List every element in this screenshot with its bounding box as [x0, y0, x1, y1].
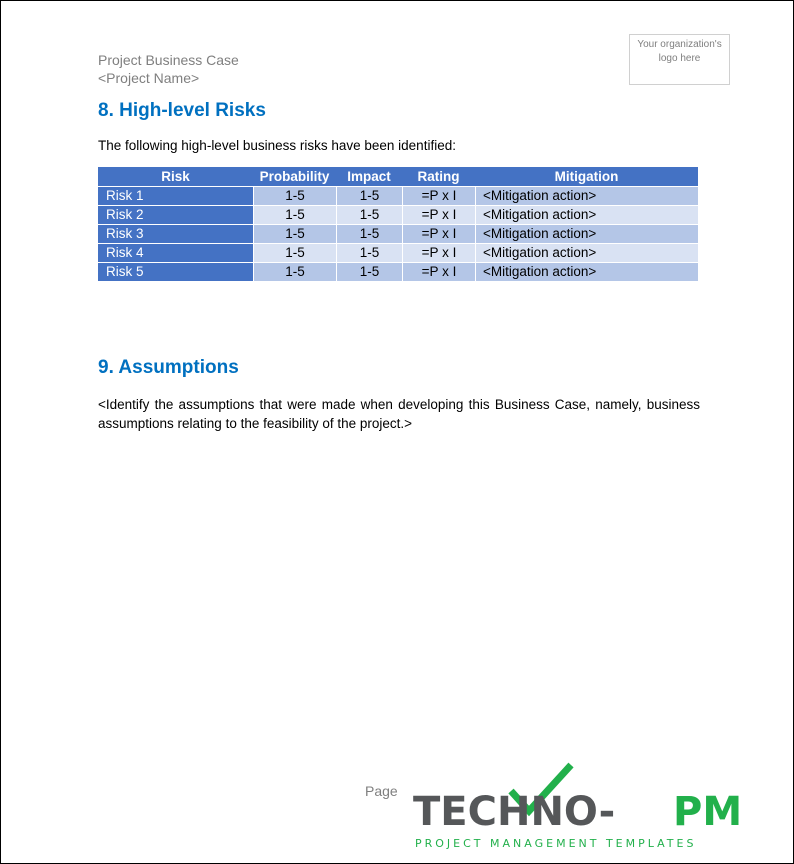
cell-impact: 1-5 [336, 186, 402, 205]
cell-probability: 1-5 [253, 205, 336, 224]
table-row [98, 205, 698, 224]
cell-probability: 1-5 [253, 262, 336, 281]
cell-rating: =P x I [402, 243, 475, 262]
cell-impact: 1-5 [336, 224, 402, 243]
risk-table [98, 167, 698, 281]
column-header-probability: Probability [253, 167, 336, 186]
section-heading-assumptions: 9. Assumptions [98, 357, 239, 378]
section-heading-risks: 8. High-level Risks [98, 100, 266, 121]
cell-risk: Risk 1 [98, 186, 253, 205]
brand-tagline: PROJECT MANAGEMENT TEMPLATES [415, 837, 697, 850]
cell-mitigation: <Mitigation action> [475, 262, 698, 281]
table-header-row [98, 167, 698, 186]
logo-placeholder: Your organization's logo here [629, 34, 730, 85]
table-row [98, 186, 698, 205]
cell-impact: 1-5 [336, 205, 402, 224]
cell-rating: =P x I [402, 262, 475, 281]
cell-rating: =P x I [402, 186, 475, 205]
cell-risk: Risk 4 [98, 243, 253, 262]
cell-probability: 1-5 [253, 224, 336, 243]
brand-accent: PM [673, 789, 743, 835]
cell-risk: Risk 2 [98, 205, 253, 224]
cell-mitigation: <Mitigation action> [475, 224, 698, 243]
column-header-impact: Impact [336, 167, 402, 186]
doc-title: Project Business Case [98, 52, 239, 68]
column-header-rating: Rating [402, 167, 475, 186]
project-name: <Project Name> [98, 70, 200, 86]
cell-mitigation: <Mitigation action> [475, 205, 698, 224]
column-header-risk: Risk [98, 167, 253, 186]
cell-rating: =P x I [402, 205, 475, 224]
cell-rating: =P x I [402, 224, 475, 243]
table-row [98, 243, 698, 262]
table-row [98, 224, 698, 243]
cell-risk: Risk 3 [98, 224, 253, 243]
cell-impact: 1-5 [336, 262, 402, 281]
cell-risk: Risk 5 [98, 262, 253, 281]
brand-main: TECHNO- [413, 789, 616, 835]
techno-pm-logo [411, 761, 771, 853]
assumptions-body: <Identify the assumptions that were made when developing this Business Case, namely, business assumptions relating to the feasibility of the project.> [98, 397, 700, 431]
cell-mitigation: <Mitigation action> [475, 186, 698, 205]
risks-intro: The following high-level business risks have been identified: [98, 138, 456, 153]
table-row [98, 262, 698, 281]
cell-probability: 1-5 [253, 186, 336, 205]
page-number-label: Page [365, 783, 398, 799]
cell-probability: 1-5 [253, 243, 336, 262]
cell-mitigation: <Mitigation action> [475, 243, 698, 262]
column-header-mitigation: Mitigation [475, 167, 698, 186]
cell-impact: 1-5 [336, 243, 402, 262]
